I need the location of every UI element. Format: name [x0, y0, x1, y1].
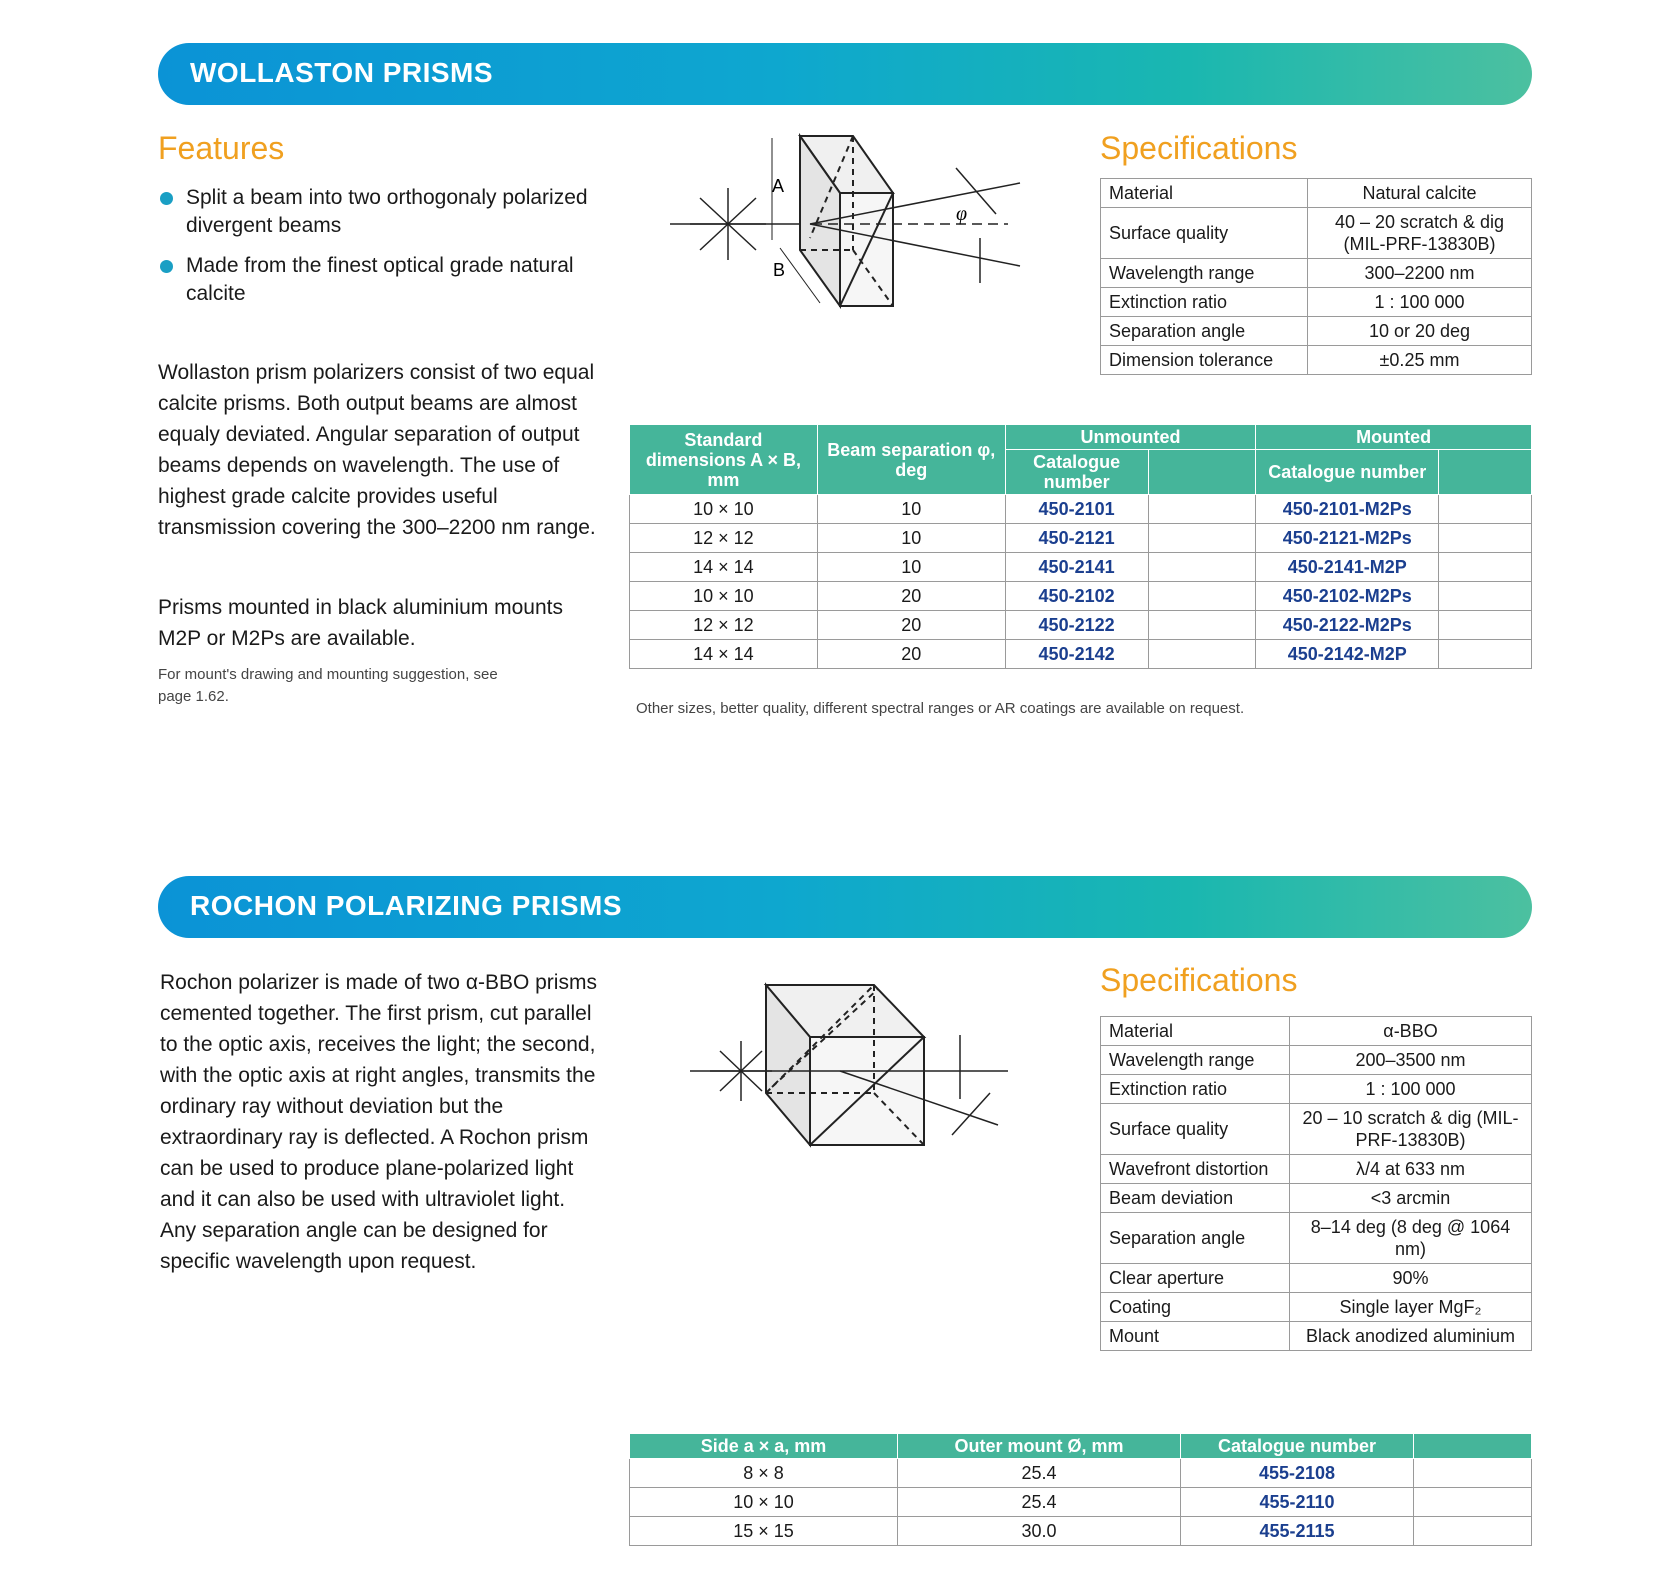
cell-cat-unmounted[interactable]: 450-2141 [1005, 553, 1148, 582]
spec-name: Separation angle [1101, 317, 1308, 346]
spec-name: Surface quality [1101, 1104, 1290, 1155]
spec-row [1101, 179, 1532, 208]
spec-row [1101, 208, 1532, 259]
spec-value: Single layer MgF₂ [1290, 1293, 1532, 1322]
spec-name: Clear aperture [1101, 1264, 1290, 1293]
cell-cat-unmounted[interactable]: 450-2142 [1005, 640, 1148, 669]
table-row [630, 495, 1532, 524]
spec-row [1101, 1264, 1532, 1293]
cell-blank [1148, 553, 1256, 582]
spec-value: 90% [1290, 1264, 1532, 1293]
spec-row [1101, 1155, 1532, 1184]
spec-name: Extinction ratio [1101, 288, 1308, 317]
cell-cat-mounted[interactable]: 450-2102-M2Ps [1256, 582, 1439, 611]
cell-side: 8 × 8 [630, 1459, 898, 1488]
spec-row [1101, 1322, 1532, 1351]
table-row [630, 1488, 1532, 1517]
spec-value: 8–14 deg (8 deg @ 1064 nm) [1290, 1213, 1532, 1264]
cell-blank [1414, 1488, 1532, 1517]
table-row [630, 524, 1532, 553]
spec-row [1101, 1213, 1532, 1264]
spec-row [1101, 1184, 1532, 1213]
cell-blank [1148, 640, 1256, 669]
wollaston-prism-diagram [660, 128, 1040, 318]
spec-row [1101, 288, 1532, 317]
rochon-catalogue-table [629, 1433, 1532, 1546]
cell-cat-mounted[interactable]: 450-2121-M2Ps [1256, 524, 1439, 553]
header-cat-unmounted: Catalogue number [1005, 450, 1148, 495]
cell-cat[interactable]: 455-2108 [1181, 1459, 1414, 1488]
cell-blank [1148, 582, 1256, 611]
cell-outer: 25.4 [898, 1488, 1181, 1517]
cell-beam: 10 [817, 524, 1005, 553]
cell-dims: 10 × 10 [630, 495, 818, 524]
feature-item: Made from the finest optical grade natural calcite [158, 252, 598, 308]
spec-name: Wavelength range [1101, 259, 1308, 288]
rochon-prism-diagram [680, 975, 1020, 1155]
spec-value: 300–2200 nm [1308, 259, 1532, 288]
rochon-title: ROCHON POLARIZING PRISMS [190, 890, 623, 921]
cell-dims: 14 × 14 [630, 640, 818, 669]
spec-name: Surface quality [1101, 208, 1308, 259]
header-mounted: Mounted [1256, 425, 1532, 450]
cell-beam: 10 [817, 495, 1005, 524]
table-row [630, 640, 1532, 669]
spec-value: Natural calcite [1308, 179, 1532, 208]
table-row [630, 1517, 1532, 1546]
wollaston-spec-table [1100, 178, 1532, 375]
header-outer: Outer mount Ø, mm [898, 1434, 1181, 1459]
rochon-spec-table [1100, 1016, 1532, 1351]
cell-cat-mounted[interactable]: 450-2101-M2Ps [1256, 495, 1439, 524]
wollaston-table-note: Other sizes, better quality, different spectral ranges or AR coatings are available on request. [636, 700, 1245, 717]
cell-cat-mounted[interactable]: 450-2122-M2Ps [1256, 611, 1439, 640]
cell-cat-unmounted[interactable]: 450-2121 [1005, 524, 1148, 553]
spec-value: 10 or 20 deg [1308, 317, 1532, 346]
header-blank [1439, 450, 1532, 495]
cell-blank [1148, 524, 1256, 553]
spec-name: Material [1101, 1017, 1290, 1046]
wollaston-spec-heading: Specifications [1100, 130, 1298, 166]
wollaston-catalogue-table [629, 424, 1532, 669]
spec-name: Dimension tolerance [1101, 346, 1308, 375]
cell-blank [1439, 524, 1532, 553]
label-b: B [773, 260, 786, 280]
spec-value: <3 arcmin [1290, 1184, 1532, 1213]
spec-name: Separation angle [1101, 1213, 1290, 1264]
spec-row [1101, 346, 1532, 375]
cell-cat-mounted[interactable]: 450-2142-M2P [1256, 640, 1439, 669]
spec-row [1101, 1075, 1532, 1104]
spec-name: Beam deviation [1101, 1184, 1290, 1213]
cell-cat-unmounted[interactable]: 450-2102 [1005, 582, 1148, 611]
header-dims: Standard dimensions A × B, mm [630, 425, 818, 495]
cell-blank [1439, 640, 1532, 669]
spec-value: 1 : 100 000 [1290, 1075, 1532, 1104]
wollaston-mount-text: Prisms mounted in black aluminium mounts M2P or M2Ps are available. [158, 596, 563, 650]
cell-dims: 14 × 14 [630, 553, 818, 582]
table-row [630, 1459, 1532, 1488]
cell-blank [1439, 495, 1532, 524]
features-heading: Features [158, 130, 285, 166]
cell-outer: 30.0 [898, 1517, 1181, 1546]
header-blank [1148, 450, 1256, 495]
header-blank [1414, 1434, 1532, 1459]
cell-beam: 10 [817, 553, 1005, 582]
spec-name: Material [1101, 179, 1308, 208]
spec-row [1101, 1046, 1532, 1075]
table-row [630, 611, 1532, 640]
cell-dims: 12 × 12 [630, 611, 818, 640]
rochon-banner [158, 876, 1532, 938]
cell-blank [1148, 611, 1256, 640]
cell-blank [1414, 1459, 1532, 1488]
header-unmounted: Unmounted [1005, 425, 1256, 450]
header-side: Side a × a, mm [630, 1434, 898, 1459]
spec-value: 1 : 100 000 [1308, 288, 1532, 317]
cell-cat-unmounted[interactable]: 450-2122 [1005, 611, 1148, 640]
spec-value: 20 – 10 scratch & dig (MIL-PRF-13830B) [1290, 1104, 1532, 1155]
wollaston-banner [158, 43, 1532, 105]
cell-blank [1414, 1517, 1532, 1546]
cell-side: 15 × 15 [630, 1517, 898, 1546]
wollaston-description: Wollaston prism polarizers consist of two equal calcite prisms. Both output beams are almost equaly deviated. Angular separation of output beams depends on wavelength. The use of highest grade calcite provides useful transmission covering the 300–2200 nm range. [158, 361, 596, 539]
spec-value: λ/4 at 633 nm [1290, 1155, 1532, 1184]
wollaston-title: WOLLASTON PRISMS [190, 57, 494, 88]
header-cat: Catalogue number [1181, 1434, 1414, 1459]
feature-item: Split a beam into two orthogonaly polarized divergent beams [158, 184, 598, 240]
rochon-spec-heading: Specifications [1100, 962, 1298, 998]
cell-outer: 25.4 [898, 1459, 1181, 1488]
spec-value: α-BBO [1290, 1017, 1532, 1046]
wollaston-mount-note: For mount's drawing and mounting suggestion, see page 1.62. [158, 666, 498, 705]
cell-cat[interactable]: 455-2115 [1181, 1517, 1414, 1546]
cell-cat-mounted[interactable]: 450-2141-M2P [1256, 553, 1439, 582]
spec-value: 200–3500 nm [1290, 1046, 1532, 1075]
spec-row [1101, 317, 1532, 346]
cell-beam: 20 [817, 640, 1005, 669]
spec-name: Wavefront distortion [1101, 1155, 1290, 1184]
cell-beam: 20 [817, 582, 1005, 611]
spec-row [1101, 1017, 1532, 1046]
spec-value: ±0.25 mm [1308, 346, 1532, 375]
spec-row [1101, 259, 1532, 288]
cell-blank [1439, 553, 1532, 582]
cell-blank [1439, 611, 1532, 640]
spec-name: Mount [1101, 1322, 1290, 1351]
spec-value: 40 – 20 scratch & dig (MIL-PRF-13830B) [1308, 208, 1532, 259]
cell-dims: 10 × 10 [630, 582, 818, 611]
table-row [630, 582, 1532, 611]
spec-name: Coating [1101, 1293, 1290, 1322]
cell-dims: 12 × 12 [630, 524, 818, 553]
spec-row [1101, 1293, 1532, 1322]
cell-blank [1439, 582, 1532, 611]
spec-row [1101, 1104, 1532, 1155]
cell-cat[interactable]: 455-2110 [1181, 1488, 1414, 1517]
label-a: A [772, 176, 785, 196]
spec-name: Extinction ratio [1101, 1075, 1290, 1104]
cell-beam: 20 [817, 611, 1005, 640]
spec-name: Wavelength range [1101, 1046, 1290, 1075]
cell-side: 10 × 10 [630, 1488, 898, 1517]
rochon-description: Rochon polarizer is made of two α-BBO prisms cemented together. The first prism, cut parallel to the optic axis, receives the light; the second, with the optic axis at right angles, transmits the ordinary ray without deviation but the extraordinary ray is deflected. A Rochon prism can be used to produce plane-polarized light and it can also be used with ultraviolet light. Any separation angle can be designed for specific wavelength upon request. [160, 971, 597, 1273]
features-list [158, 184, 598, 320]
cell-blank [1148, 495, 1256, 524]
cell-cat-unmounted[interactable]: 450-2101 [1005, 495, 1148, 524]
spec-value: Black anodized aluminium [1290, 1322, 1532, 1351]
label-phi: φ [956, 203, 968, 225]
header-cat-mounted: Catalogue number [1256, 450, 1439, 495]
header-beam: Beam separation φ, deg [817, 425, 1005, 495]
table-row [630, 553, 1532, 582]
